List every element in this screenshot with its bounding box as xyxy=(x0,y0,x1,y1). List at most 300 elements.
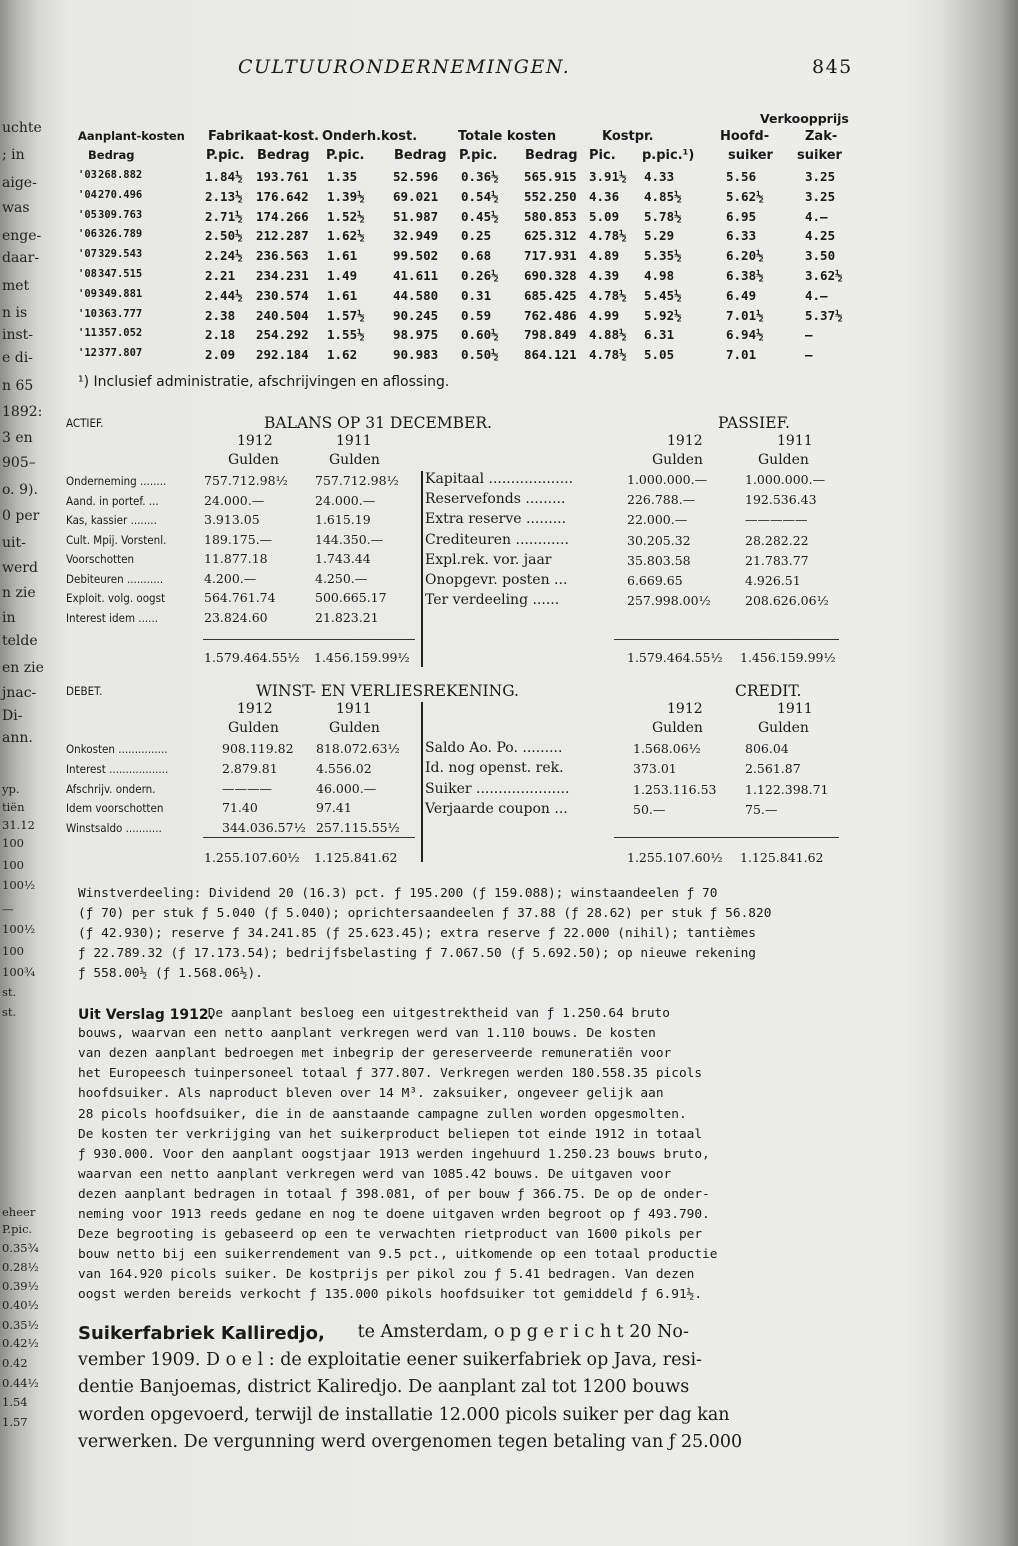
running-header-title: CULTUURONDERNEMINGEN. xyxy=(238,56,571,78)
cost-header-2-cell: suiker xyxy=(797,148,842,163)
cost-table-cell: 1.57½ xyxy=(327,307,365,323)
balans-right-rule xyxy=(614,639,839,640)
cost-table-cell: 0.50½ xyxy=(461,347,499,363)
cost-table-cell: — xyxy=(805,327,813,343)
cost-header-2-cell: Bedrag xyxy=(88,148,135,162)
margin-fragment: Di- xyxy=(2,708,23,724)
winst-credit-1911: 1.122.398.71 xyxy=(745,781,829,797)
winst-year-left-1911: 1911 xyxy=(336,701,372,717)
balans-unit-left-1: Gulden xyxy=(228,452,279,468)
cost-table-cell: 1.35 xyxy=(327,169,358,184)
balans-actief-1911: 1.743.44 xyxy=(315,551,371,566)
margin-fragment: o. 9). xyxy=(2,482,38,498)
balans-actief-1911: 1.615.19 xyxy=(315,512,371,527)
balans-actief-item-label: Exploit. volg. oogst xyxy=(66,591,166,605)
cost-table-cell: — xyxy=(805,347,813,363)
margin-fragment: daar- xyxy=(2,250,40,266)
balans-left-total-1912: 1.579.464.55½ xyxy=(204,650,300,665)
cost-table-cell: 2.71½ xyxy=(205,208,243,224)
cost-table-cell: 1.52½ xyxy=(327,208,365,224)
winst-debet-1912: 344.036.57½ xyxy=(222,820,306,836)
margin-fragment: eheer xyxy=(2,1205,36,1219)
verslag-line: bouws, waarvan een netto aanplant verkregen werd van 1.110 bouws. De kosten xyxy=(78,1026,656,1042)
margin-fragment: aige- xyxy=(2,175,37,191)
cost-table-cell: 41.611 xyxy=(393,268,439,283)
winst-credit-item-label: Suiker ..................... xyxy=(425,780,570,797)
margin-fragment: 0.44½ xyxy=(2,1376,39,1390)
kalliredjo-lead: Suikerfabriek Kalliredjo, xyxy=(78,1323,325,1344)
cost-table-cell: 5.37½ xyxy=(805,307,843,323)
cost-table-cell: 234.231 xyxy=(256,268,309,283)
margin-fragment: telde xyxy=(2,633,38,649)
cost-table-cell: 363.777 xyxy=(98,307,143,320)
margin-fragment: werd xyxy=(2,560,38,576)
margin-fragment: was xyxy=(2,200,30,216)
cost-table-cell: '09 xyxy=(78,287,97,300)
balans-passief-1912: 1.000.000.— xyxy=(627,472,708,487)
cost-header-2-cell: P.pic. xyxy=(206,148,245,163)
page-number: 845 xyxy=(812,56,853,78)
cost-table-cell: 2.50½ xyxy=(205,228,243,244)
cost-table-cell: 4.— xyxy=(805,208,828,224)
winst-credit-1912: 373.01 xyxy=(633,761,677,777)
cost-table-cell: 0.59 xyxy=(461,307,492,323)
balans-passief-1911: ————— xyxy=(745,512,808,528)
winst-left-total-1912: 1.255.107.60½ xyxy=(204,850,300,865)
verslag-line: bouw netto bij een suikerrendement van 9.5 pct., uitkomende op een totaal productie xyxy=(78,1247,718,1263)
verslag-line: De kosten ter verkrijging van het suikerproduct beliepen tot einde 1912 in totaal xyxy=(78,1126,703,1142)
margin-fragment: P.pic. xyxy=(2,1222,33,1236)
cost-table-cell: 0.54½ xyxy=(461,188,499,204)
cost-table-cell: 4.33 xyxy=(644,169,675,184)
cost-table-cell: 0.60½ xyxy=(461,327,499,343)
balans-actief-item-label: Kas, kassier ........ xyxy=(66,513,157,527)
margin-fragment: 100 xyxy=(2,836,24,850)
cost-header-2-cell: suiker xyxy=(728,148,773,163)
cost-table-cell: 51.987 xyxy=(393,208,439,224)
verslag-line: oogst werden bereids verkocht ƒ 135.000 pikols hoofdsuiker tot gemiddeld ƒ 6.91½. xyxy=(78,1287,703,1303)
winst-credit-1911: 75.— xyxy=(745,801,778,817)
cost-table-cell: 99.502 xyxy=(393,248,439,264)
margin-fragment: n zie xyxy=(2,585,36,601)
margin-fragment: uit- xyxy=(2,535,26,551)
cost-table-cell: 1.61 xyxy=(327,248,358,264)
balans-passief-1912: 6.669.65 xyxy=(627,573,683,588)
winst-debet-1912: ———— xyxy=(222,780,272,796)
winst-credit-label: CREDIT. xyxy=(735,682,802,700)
winst-debet-1911: 4.556.02 xyxy=(316,760,372,776)
kalliredjo-line: dentie Banjoemas, district Kaliredjo. De aanplant zal tot 1200 bouws xyxy=(78,1377,690,1397)
cost-table-cell: 2.18 xyxy=(205,327,236,343)
margin-fragment: 0.40½ xyxy=(2,1298,39,1312)
cost-table-cell: 625.312 xyxy=(524,228,577,244)
balans-actief-item-label: Onderneming ........ xyxy=(66,474,167,488)
margin-fragment: uchte xyxy=(2,120,42,136)
winst-credit-1912: 1.253.116.53 xyxy=(633,781,717,797)
balans-actief-1912: 3.913.05 xyxy=(204,512,260,527)
balans-actief-1912: 564.761.74 xyxy=(204,590,276,605)
cost-table-cell: 270.496 xyxy=(98,188,143,201)
cost-table-cell: '05 xyxy=(78,208,97,221)
winstverdeeling-line: (ƒ 70) per stuk ƒ 5.040 (ƒ 5.040); oprichtersaandeelen ƒ 37.88 (ƒ 28.62) per stuk ƒ 56.820 xyxy=(78,906,772,921)
kalliredjo-line: vember 1909. D o e l : de exploitatie eener suikerfabriek op Java, resi- xyxy=(78,1349,702,1370)
cost-table-cell: 2.24½ xyxy=(205,248,243,264)
cost-table-cell: 2.21 xyxy=(205,268,236,283)
verslag-line: neming voor 1913 reeds gedane en nog te doene uitgaven wrden begroot op ƒ 493.790. xyxy=(78,1207,710,1222)
cost-table-cell: 90.245 xyxy=(393,307,439,323)
cost-table-cell: 4.88½ xyxy=(589,327,627,343)
cost-table-cell: 4.78½ xyxy=(589,347,627,363)
margin-fragment: 0 per xyxy=(2,508,40,524)
winst-debet-item-label: Idem voorschotten xyxy=(66,801,164,816)
margin-fragment: inst- xyxy=(2,327,34,343)
winst-debet-1912: 2.879.81 xyxy=(222,760,278,776)
cost-table-cell: 2.13½ xyxy=(205,188,243,204)
winst-debet-1912: 71.40 xyxy=(222,800,258,816)
cost-table-cell: 4.85½ xyxy=(644,188,682,204)
cost-table-cell: '08 xyxy=(78,268,97,280)
cost-table-cell: 6.38½ xyxy=(726,268,764,283)
margin-fragment: 905– xyxy=(2,455,36,471)
winst-credit-1911: 2.561.87 xyxy=(745,761,801,777)
balans-actief-item-label: Cult. Mpij. Vorstenl. xyxy=(66,532,167,547)
margin-fragment: 0.35½ xyxy=(2,1318,39,1332)
cost-header-1-cell: Zak- xyxy=(805,129,838,144)
verslag-line: dezen aanplant bedragen in totaal ƒ 398.081, of per bouw ƒ 366.75. De op de onder- xyxy=(78,1186,710,1202)
winst-title: WINST- EN VERLIESREKENING. xyxy=(256,682,519,700)
cost-table-cell: 7.01 xyxy=(726,347,757,363)
cost-table-cell: 212.287 xyxy=(256,228,309,244)
cost-table-cell: 2.44½ xyxy=(205,287,243,303)
balans-actief-item-label: Aand. in portef. ... xyxy=(66,493,159,508)
winst-credit-item-label: Saldo Ao. Po. ......... xyxy=(425,740,563,756)
balans-year-right-1911: 1911 xyxy=(777,433,813,449)
cost-header-1-cell: Aanplant-kosten xyxy=(78,129,185,143)
balans-passief-item-label: Crediteuren ............ xyxy=(425,531,569,548)
cost-table-cell: 230.574 xyxy=(256,287,309,303)
winst-credit-item-label: Verjaarde coupon ... xyxy=(425,800,568,817)
balans-passief-1912: 35.803.58 xyxy=(627,552,691,568)
cost-table-cell: 90.983 xyxy=(393,347,439,363)
margin-fragment: st. xyxy=(2,985,17,999)
cost-table-cell: 4.78½ xyxy=(589,287,627,303)
cost-table-cell: 254.292 xyxy=(256,327,309,343)
cost-table-cell: '11 xyxy=(78,327,97,340)
cost-table-cell: 4.39 xyxy=(589,268,620,283)
balans-divider xyxy=(421,471,423,667)
winst-debet-1911: 257.115.55½ xyxy=(316,820,400,836)
cost-table-cell: 5.09 xyxy=(589,208,620,224)
margin-fragment: st. xyxy=(2,1005,17,1019)
winst-credit-1911: 806.04 xyxy=(745,741,789,756)
cost-table-cell: 69.021 xyxy=(393,188,439,204)
winst-debet-item-label: Onkosten ............... xyxy=(66,742,168,756)
balans-passief-item-label: Expl.rek. vor. jaar xyxy=(425,551,552,568)
balans-actief-1912: 24.000.— xyxy=(204,492,265,508)
balans-actief-label: ACTIEF. xyxy=(66,416,104,430)
balans-actief-1911: 24.000.— xyxy=(315,492,376,508)
cost-table-cell: 377.807 xyxy=(98,347,143,360)
cost-table-cell: 292.184 xyxy=(256,347,309,363)
verslag-line: De aanplant besloeg een uitgestrektheid van ƒ 1.250.64 bruto xyxy=(200,1006,670,1021)
cost-table-cell: 4.78½ xyxy=(589,228,627,244)
margin-fragment: in xyxy=(2,610,16,626)
margin-fragment: 0.35¾ xyxy=(2,1241,39,1255)
verslag-line: 28 picols hoofdsuiker, die in de aanstaande campagne zullen worden opgesmolten. xyxy=(78,1106,687,1122)
cost-table-cell: 6.95 xyxy=(726,208,757,224)
margin-fragment: 100½ xyxy=(2,878,36,892)
balans-title: BALANS OP 31 DECEMBER. xyxy=(264,414,492,432)
balans-passief-item-label: Kapitaal ................... xyxy=(425,471,574,487)
cost-table-cell: 5.35½ xyxy=(644,248,682,264)
cost-table-cell: 52.596 xyxy=(393,169,439,184)
margin-fragment: yp. xyxy=(2,782,20,796)
cost-table-cell: '03 xyxy=(78,169,97,181)
balans-right-total-1912: 1.579.464.55½ xyxy=(627,650,723,665)
balans-actief-1911: 21.823.21 xyxy=(315,609,379,625)
kalliredjo-line: te Amsterdam, o p g e r i c h t 20 No- xyxy=(352,1322,689,1342)
winst-right-rule xyxy=(614,837,839,838)
winst-credit-1912: 50.— xyxy=(633,801,666,817)
cost-header-1-cell: Hoofd- xyxy=(720,129,770,144)
cost-table-cell: 5.62½ xyxy=(726,188,764,204)
cost-table-cell: 4.89 xyxy=(589,248,620,264)
balans-actief-1912: 189.175.— xyxy=(204,531,273,547)
cost-table-cell: 2.38 xyxy=(205,307,236,323)
cost-header-2-cell: Bedrag xyxy=(257,148,310,163)
winst-left-total-1911: 1.125.841.62 xyxy=(314,850,398,865)
cost-header-2-cell: Bedrag xyxy=(394,148,447,163)
winst-debet-1911: 97.41 xyxy=(316,800,352,816)
cost-table-cell: 3.62½ xyxy=(805,268,843,283)
winst-credit-item-label: Id. nog openst. rek. xyxy=(425,760,564,777)
balans-passief-item-label: Ter verdeeling ...... xyxy=(425,592,560,609)
cost-table-cell: 5.29 xyxy=(644,228,675,244)
cost-table-cell: 4.98 xyxy=(644,268,675,283)
cost-header-1-cell: Fabrikaat-kost. xyxy=(208,129,319,144)
margin-fragment: en zie xyxy=(2,660,44,676)
cost-table-cell: 0.26½ xyxy=(461,268,499,283)
cost-table-cell: 44.580 xyxy=(393,287,439,303)
margin-fragment: 100½ xyxy=(2,922,36,936)
cost-table-cell: '04 xyxy=(78,188,97,201)
balans-unit-left-2: Gulden xyxy=(329,452,380,468)
cost-header-2-cell: P.pic. xyxy=(326,148,365,163)
margin-fragment: 0.28½ xyxy=(2,1260,39,1274)
balans-passief-1911: 4.926.51 xyxy=(745,573,801,588)
balans-passief-1912: 226.788.— xyxy=(627,492,696,508)
winst-right-total-1912: 1.255.107.60½ xyxy=(627,850,723,865)
winstverdeeling-line: ƒ 22.789.32 (ƒ 17.173.54); bedrijfsbelasting ƒ 7.067.50 (ƒ 5.692.50); op nieuwe rekening xyxy=(78,946,756,961)
cost-header-2-cell: Pic. xyxy=(589,148,616,163)
cost-table-cell: 6.33 xyxy=(726,228,757,244)
winst-unit-right-1: Gulden xyxy=(652,720,703,736)
verslag-line: van dezen aanplant bedroegen met inbegrip der gereserveerde remuneratiën voor xyxy=(78,1046,672,1062)
cost-table-cell: '07 xyxy=(78,248,97,261)
balans-actief-item-label: Interest idem ...... xyxy=(66,610,159,625)
winst-credit-1912: 1.568.06½ xyxy=(633,741,701,756)
cost-table-cell: 3.91½ xyxy=(589,169,627,184)
margin-fragment: 100¾ xyxy=(2,965,36,979)
margin-fragment: — xyxy=(2,902,14,916)
winst-unit-left-1: Gulden xyxy=(228,720,279,736)
balans-actief-item-label: Voorschotten xyxy=(66,552,135,566)
margin-fragment: 1892: xyxy=(2,404,43,420)
margin-fragment: 1.57 xyxy=(2,1415,28,1429)
cost-table-cell: '10 xyxy=(78,307,97,320)
margin-fragment: n is xyxy=(2,305,28,321)
balans-passief-1912: 30.205.32 xyxy=(627,532,691,548)
cost-table-cell: 6.49 xyxy=(726,287,757,303)
balans-passief-1911: 192.536.43 xyxy=(745,492,817,508)
winst-debet-item-label: Afschrijv. ondern. xyxy=(66,781,156,796)
verslag-lead: Uit Verslag 1912. xyxy=(78,1007,214,1023)
cost-table-cell: 357.052 xyxy=(98,327,143,340)
verslag-line: ƒ 930.000. Voor den aanplant oogstjaar 1913 werden ingehuurd 1.250.23 bouws bruto, xyxy=(78,1146,710,1162)
balans-actief-1911: 757.712.98½ xyxy=(315,473,399,488)
cost-table-cell: 236.563 xyxy=(256,248,309,264)
margin-fragment: n 65 xyxy=(2,378,34,394)
cost-table-cell: 5.78½ xyxy=(644,208,682,224)
margin-fragment: 0.42½ xyxy=(2,1336,39,1350)
cost-table-cell: 329.543 xyxy=(98,248,143,261)
cost-table-cell: 98.975 xyxy=(393,327,439,343)
balans-passief-item-label: Onopgevr. posten ... xyxy=(425,572,568,588)
winst-debet-1911: 818.072.63½ xyxy=(316,741,400,756)
balans-actief-1912: 4.200.— xyxy=(204,570,257,586)
cost-table-cell: 1.61 xyxy=(327,287,358,303)
cost-table-cell: 565.915 xyxy=(524,169,577,184)
margin-fragment: ; in xyxy=(2,147,25,163)
cost-table-cell: 6.31 xyxy=(644,327,675,343)
balans-left-total-1911: 1.456.159.99½ xyxy=(314,650,410,665)
kalliredjo-line: worden opgevoerd, terwijl de installatie 12.000 picols suiker per dag kan xyxy=(78,1404,730,1425)
balans-actief-1912: 11.877.18 xyxy=(204,551,268,566)
cost-table-cell: 347.515 xyxy=(98,268,143,280)
winst-debet-item-label: Winstsaldo ........... xyxy=(66,821,162,836)
cost-table-cell: 4.36 xyxy=(589,188,620,204)
balans-actief-1912: 23.824.60 xyxy=(204,609,268,625)
balans-actief-1911: 500.665.17 xyxy=(315,590,387,605)
cost-table-cell: 0.68 xyxy=(461,248,492,264)
cost-table-cell: 3.25 xyxy=(805,188,836,204)
balans-passief-1911: 21.783.77 xyxy=(745,552,809,568)
cost-table-cell: 1.84½ xyxy=(205,169,243,184)
verslag-line: waarvan een netto aanplant verkregen werd van 1085.42 bouws. De uitgaven voor xyxy=(78,1166,672,1182)
margin-fragment: 100 xyxy=(2,858,24,872)
cost-table-cell: 349.881 xyxy=(98,287,143,300)
cost-table-cell: 326.789 xyxy=(98,228,143,241)
winstverdeeling-line: ƒ 558.00½ (ƒ 1.568.06½). xyxy=(78,966,263,981)
balans-unit-right-1: Gulden xyxy=(652,452,703,468)
balans-passief-1911: 1.000.000.— xyxy=(745,472,826,487)
verslag-line: Deze begrooting is gebaseerd op een te verwachten rietproduct van 1600 pikols per xyxy=(78,1227,703,1243)
cost-header-2-cell: p.pic.¹) xyxy=(642,148,695,163)
winst-debet-1912: 908.119.82 xyxy=(222,741,294,756)
margin-fragment: 100 xyxy=(2,944,24,958)
cost-table-cell: 174.266 xyxy=(256,208,309,224)
cost-table-cell: 552.250 xyxy=(524,188,577,204)
verslag-line: van 164.920 picols suiker. De kostprijs per pikol zou ƒ 5.41 bedragen. Van dezen xyxy=(78,1267,695,1283)
verslag-line: hoofdsuiker. Als naproduct bleven over 14 M³. zaksuiker, ongeveer gelijk aan xyxy=(78,1086,664,1102)
cost-table-cell: 7.01½ xyxy=(726,307,764,323)
cost-table-cell: 0.45½ xyxy=(461,208,499,224)
balans-actief-item-label: Debiteuren ........... xyxy=(66,571,164,586)
kalliredjo-line: verwerken. De vergunning werd overgenomen tegen betaling van ƒ 25.000 xyxy=(78,1432,743,1452)
cost-table-footnote: ¹) Inclusief administratie, afschrijvingen en aflossing. xyxy=(78,374,450,390)
cost-table-cell: 1.62 xyxy=(327,347,358,363)
cost-header-1-cell: Totale kosten xyxy=(458,129,557,144)
cost-table-cell: '06 xyxy=(78,228,97,241)
winst-right-total-1911: 1.125.841.62 xyxy=(740,850,824,865)
margin-fragment: 3 en xyxy=(2,430,33,446)
winst-debet-item-label: Interest .................. xyxy=(66,761,169,776)
cost-table-cell: 864.121 xyxy=(524,347,577,363)
balans-passief-1911: 28.282.22 xyxy=(745,532,809,548)
margin-fragment: enge- xyxy=(2,228,42,244)
margin-fragment: tiën xyxy=(2,800,25,814)
cost-table-cell: 3.25 xyxy=(805,169,836,184)
winst-unit-right-2: Gulden xyxy=(758,720,809,736)
cost-table-cell: 4.— xyxy=(805,287,828,303)
balans-passief-item-label: Extra reserve ......... xyxy=(425,511,567,528)
cost-table-cell: 0.25 xyxy=(461,228,492,244)
cost-table-cell: 0.36½ xyxy=(461,169,499,184)
cost-table-cell: 6.94½ xyxy=(726,327,764,343)
cost-table-cell: 193.761 xyxy=(256,169,309,184)
margin-fragment: 0.39½ xyxy=(2,1279,39,1293)
balans-actief-1911: 144.350.— xyxy=(315,531,384,547)
cost-table-cell: 685.425 xyxy=(524,287,577,303)
balans-year-right-1912: 1912 xyxy=(667,433,703,449)
cost-table-cell: 5.56 xyxy=(726,169,757,184)
balans-passief-label: PASSIEF. xyxy=(718,414,790,432)
cost-table-cell: 762.486 xyxy=(524,307,577,323)
cost-table-cell: 3.50 xyxy=(805,248,836,264)
winst-divider xyxy=(421,702,423,862)
margin-fragment: 0.42 xyxy=(2,1356,28,1370)
cost-table-cell: 1.49 xyxy=(327,268,358,283)
cost-table-cell: 5.45½ xyxy=(644,287,682,303)
cost-table-cell: 4.99 xyxy=(589,307,620,323)
verslag-line: het Europeesch tuinpersoneel totaal ƒ 377.807. Verkregen werden 180.558.35 picols xyxy=(78,1066,703,1082)
balans-unit-right-2: Gulden xyxy=(758,452,809,468)
balans-actief-1912: 757.712.98½ xyxy=(204,473,288,488)
cost-table-cell: 309.763 xyxy=(98,208,143,221)
cost-table-cell: 6.20½ xyxy=(726,248,764,264)
balans-passief-1912: 22.000.— xyxy=(627,512,688,528)
cost-table-cell: 4.25 xyxy=(805,228,836,244)
cost-table-cell: 0.31 xyxy=(461,287,492,303)
margin-fragment: 1.54 xyxy=(2,1395,28,1409)
cost-table-cell: 1.39½ xyxy=(327,188,365,204)
winst-left-rule xyxy=(203,837,415,838)
margin-fragment: ann. xyxy=(2,730,33,746)
winstverdeeling-line: (ƒ 42.930); reserve ƒ 34.241.85 (ƒ 25.623.45); extra reserve ƒ 22.000 (nihil); tantièmes xyxy=(78,926,756,941)
cost-table-cell: 690.328 xyxy=(524,268,577,283)
balans-passief-1911: 208.626.06½ xyxy=(745,593,829,609)
cost-table-cell: 5.05 xyxy=(644,347,675,363)
balans-year-left-1912: 1912 xyxy=(237,433,273,449)
margin-fragment: e di- xyxy=(2,350,33,366)
cost-header-2-cell: Bedrag xyxy=(525,148,578,163)
winst-year-left-1912: 1912 xyxy=(237,701,273,717)
cost-header-1-cell: Kostpr. xyxy=(602,129,654,144)
winst-unit-left-2: Gulden xyxy=(329,720,380,736)
cost-header-2-cell: P.pic. xyxy=(459,148,498,163)
balans-actief-1911: 4.250.— xyxy=(315,570,368,586)
balans-right-total-1911: 1.456.159.99½ xyxy=(740,650,836,665)
